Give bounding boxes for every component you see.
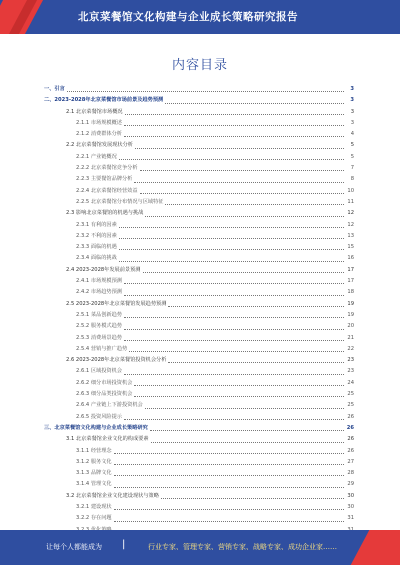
toc-leader-dots — [119, 227, 344, 228]
toc-entry[interactable] — [44, 129, 354, 140]
toc-entry-label: 3.1.1 经营理念 — [76, 447, 112, 454]
toc-entry-label: 一、引言 — [44, 86, 65, 92]
toc-leader-dots — [129, 351, 344, 352]
toc-entry-label: 3.2.2 存在问题 — [76, 515, 112, 522]
toc-entry-page: 15 — [347, 244, 354, 251]
toc-leader-dots — [150, 430, 344, 431]
toc-entry-page: 26 — [347, 447, 354, 454]
toc-entry-page: 3 — [350, 86, 354, 92]
toc-entry-page: 25 — [347, 402, 354, 409]
toc-leader-dots — [168, 362, 344, 363]
toc-entry-label: 2.3.3 面临的机遇 — [76, 244, 117, 251]
toc-leader-dots — [119, 159, 344, 160]
toc-leader-dots — [119, 261, 344, 262]
toc-entry-label: 2.6.3 细分品类投资机会 — [76, 391, 133, 398]
footer-divider: | — [122, 539, 126, 550]
toc-leader-dots — [114, 453, 344, 454]
footer-red-stripe — [351, 530, 400, 565]
toc-entry[interactable] — [44, 491, 354, 502]
toc-entry-page: 19 — [347, 311, 354, 318]
footer-banner — [0, 530, 400, 565]
toc-leader-dots — [114, 487, 344, 488]
toc-entry-label: 2.4.2 市场趋势预测 — [76, 289, 122, 296]
toc-entry-label: 2.6.5 投资风险提示 — [76, 413, 122, 420]
toc-entry-label: 3.1.2 服务文化 — [76, 458, 112, 465]
toc-entry[interactable] — [44, 321, 354, 332]
toc-leader-dots — [124, 136, 344, 137]
toc-entry-label: 3.2.1 建设现状 — [76, 503, 112, 510]
toc-entry[interactable] — [44, 231, 354, 242]
toc-entry-page: 23 — [347, 368, 354, 375]
toc-entry-page: 10 — [347, 187, 354, 194]
toc-leader-dots — [161, 498, 344, 499]
toc-entry[interactable] — [44, 197, 354, 208]
toc-entry-label: 2.3.2 不利的因素 — [76, 232, 117, 239]
toc-entry-label: 2.6 2023-2028年北京菜餐馆投资机会分析 — [66, 357, 167, 364]
toc-leader-dots — [165, 103, 344, 104]
toc-entry-label: 2.3.4 面临的挑战 — [76, 255, 117, 262]
toc-entry[interactable] — [44, 118, 354, 129]
toc-entry[interactable] — [44, 253, 354, 264]
toc-entry-page: 3 — [350, 97, 354, 104]
toc-entry[interactable] — [44, 457, 354, 468]
toc-entry[interactable] — [44, 95, 354, 106]
toc-entry[interactable] — [44, 389, 354, 400]
toc-entry[interactable] — [44, 423, 354, 434]
toc-leader-dots — [134, 385, 344, 386]
toc-entry-page: 17 — [347, 278, 354, 285]
toc-leader-dots — [134, 182, 344, 183]
toc-leader-dots — [124, 374, 344, 375]
toc-entry[interactable] — [44, 434, 354, 445]
toc-heading: 内容目录 — [171, 58, 228, 73]
toc-entry-page: 30 — [347, 503, 354, 510]
toc-entry-page: 13 — [347, 232, 354, 239]
footer-slogan-right: 行业专家、管理专家、营销专家、战略专家、成功企业家…… — [148, 543, 337, 551]
toc-entry-page: 31 — [347, 515, 354, 522]
toc-entry[interactable] — [44, 310, 354, 321]
toc-leader-dots — [140, 170, 344, 171]
toc-entry-page: 28 — [347, 470, 354, 477]
toc-entry[interactable] — [44, 344, 354, 355]
toc-entry-label: 三、北京菜餐馆文化构建与企业成长策略研究 — [44, 424, 148, 431]
toc-entry-page: 20 — [347, 323, 354, 330]
toc-entry-page: 19 — [347, 300, 354, 307]
toc-entry[interactable] — [44, 479, 354, 490]
toc-entry[interactable] — [44, 446, 354, 457]
toc-entry[interactable] — [44, 140, 354, 151]
toc-entry-label: 2.2.1 产业链概况 — [76, 153, 117, 160]
footer-slogan-left: 让每个人都能成为 — [46, 543, 102, 551]
toc-entry[interactable] — [44, 287, 354, 298]
toc-entry-label: 2.6.2 细分市场投资机会 — [76, 379, 133, 386]
header-banner — [0, 0, 400, 34]
toc-entry-label: 2.3 影响北京菜餐馆的机遇与挑战 — [66, 210, 144, 217]
toc-entry[interactable] — [44, 378, 354, 389]
toc-entry[interactable] — [44, 299, 354, 310]
toc-entry-label: 2.2 北京菜餐馆发展现状分析 — [66, 142, 133, 149]
toc-entry[interactable] — [44, 163, 354, 174]
toc-entry-page: 21 — [347, 334, 354, 341]
toc-entry[interactable] — [44, 366, 354, 377]
toc-entry[interactable] — [44, 265, 354, 276]
toc-entry[interactable] — [44, 152, 354, 163]
toc-entry-label: 2.5.2 服务模式趋势 — [76, 323, 122, 330]
toc-entry-page: 27 — [347, 458, 354, 465]
toc-entry-label: 2.2.2 北京菜餐馆竞争分析 — [76, 165, 138, 172]
toc-leader-dots — [124, 125, 344, 126]
toc-entry-page: 8 — [350, 176, 354, 183]
toc-entry[interactable] — [44, 208, 354, 219]
toc-entry[interactable] — [44, 513, 354, 524]
toc-leader-dots — [140, 193, 344, 194]
toc-leader-dots — [124, 329, 344, 330]
toc-entry-page: 24 — [347, 379, 354, 386]
toc-entry-label: 2.3.1 有利的因素 — [76, 221, 117, 228]
toc-entry[interactable] — [44, 186, 354, 197]
toc-entry-page: 25 — [347, 391, 354, 398]
toc-entry-page: 4 — [350, 131, 354, 138]
toc-entry-label: 2.1 北京菜餐馆市场概况 — [66, 108, 123, 115]
toc-entry-label: 2.1.2 消费群体分析 — [76, 131, 122, 138]
toc-entry-page: 26 — [347, 436, 354, 443]
toc-leader-dots — [114, 464, 344, 465]
toc-entry-page: 22 — [347, 345, 354, 352]
toc-entry-page: 29 — [347, 481, 354, 488]
toc-entry-page: 17 — [347, 266, 354, 273]
toc-entry-page: 11 — [347, 198, 354, 205]
toc-leader-dots — [165, 204, 344, 205]
toc-entry[interactable] — [44, 107, 354, 118]
report-title: 北京菜餐馆文化构建与企业成长策略研究报告 — [78, 11, 298, 23]
toc-entry[interactable] — [44, 174, 354, 185]
toc-leader-dots — [143, 272, 345, 273]
toc-entry-page: 12 — [347, 210, 354, 217]
toc-leader-dots — [145, 408, 344, 409]
toc-entry-label: 2.5 2023-2028年北京菜餐馆发展趋势预测 — [66, 300, 167, 307]
toc-entry-label: 3.1 北京菜餐馆企业文化的构成要素 — [66, 436, 149, 443]
toc-entry[interactable] — [44, 84, 354, 95]
toc-entry-page: 5 — [350, 153, 354, 160]
toc-leader-dots — [124, 419, 344, 420]
toc-entry-label: 2.4.1 市场规模预测 — [76, 278, 122, 285]
toc-entry[interactable] — [44, 400, 354, 411]
toc-entry[interactable] — [44, 412, 354, 423]
toc-entry-label: 2.2.4 北京菜餐馆经营效益 — [76, 187, 138, 194]
toc-entry-page: 3 — [350, 119, 354, 126]
toc-entry-page: 18 — [347, 289, 354, 296]
toc-leader-dots — [124, 317, 344, 318]
toc-entry[interactable] — [44, 276, 354, 287]
toc-entry-page: 5 — [350, 142, 354, 149]
toc-entry-label: 3.2 北京菜餐馆企业文化建设现状与策略 — [66, 492, 159, 499]
toc-entry-page: 16 — [347, 255, 354, 262]
toc-leader-dots — [124, 340, 344, 341]
toc-entry-label: 2.5.3 消费场景趋势 — [76, 334, 122, 341]
toc-entry-page: 12 — [347, 221, 354, 228]
toc-entry[interactable] — [44, 333, 354, 344]
toc-leader-dots — [114, 509, 344, 510]
toc-entry-label: 2.1.1 市场规模概述 — [76, 119, 122, 126]
toc-entry-page: 26 — [346, 424, 354, 431]
toc-leader-dots — [119, 249, 344, 250]
toc-entry-page: 30 — [347, 492, 354, 499]
toc-entry-label: 二、2023-2028年北京菜餐馆市场前景及趋势预测 — [44, 97, 164, 104]
toc-entry-page: 7 — [350, 165, 354, 172]
toc-leader-dots — [67, 91, 344, 92]
toc-leader-dots — [135, 148, 344, 149]
toc-leader-dots — [124, 295, 344, 296]
toc-entry-label: 3.1.4 管理文化 — [76, 481, 112, 488]
toc-entry-label: 2.5.1 菜品创新趋势 — [76, 311, 122, 318]
toc-entry-label: 2.4 2023-2028年发展前景预测 — [66, 266, 141, 273]
toc-entry-label: 2.6.4 产业链上下游投资机会 — [76, 402, 143, 409]
toc-leader-dots — [125, 114, 344, 115]
toc-entry-label: 2.6.1 区域投资机会 — [76, 368, 122, 375]
toc-entry-label: 2.2.3 主要餐馆品牌分析 — [76, 176, 133, 183]
table-of-contents — [44, 84, 354, 536]
toc-entry-page: 26 — [347, 413, 354, 420]
toc-leader-dots — [151, 442, 344, 443]
toc-entry-label: 3.1.3 品牌文化 — [76, 470, 112, 477]
toc-entry-page: 23 — [347, 357, 354, 364]
toc-entry-label: 2.5.4 营销与推广趋势 — [76, 345, 128, 352]
toc-leader-dots — [134, 396, 344, 397]
toc-entry[interactable] — [44, 502, 354, 513]
toc-leader-dots — [114, 475, 344, 476]
toc-entry-page: 3 — [350, 108, 354, 115]
toc-entry[interactable] — [44, 355, 354, 366]
toc-entry-label: 2.2.5 北京菜餐馆分布情况与区域特征 — [76, 198, 164, 205]
toc-leader-dots — [168, 306, 344, 307]
toc-leader-dots — [124, 283, 344, 284]
toc-leader-dots — [145, 216, 344, 217]
toc-leader-dots — [119, 238, 344, 239]
toc-entry[interactable] — [44, 468, 354, 479]
toc-entry[interactable] — [44, 220, 354, 231]
toc-entry[interactable] — [44, 242, 354, 253]
toc-leader-dots — [114, 521, 344, 522]
